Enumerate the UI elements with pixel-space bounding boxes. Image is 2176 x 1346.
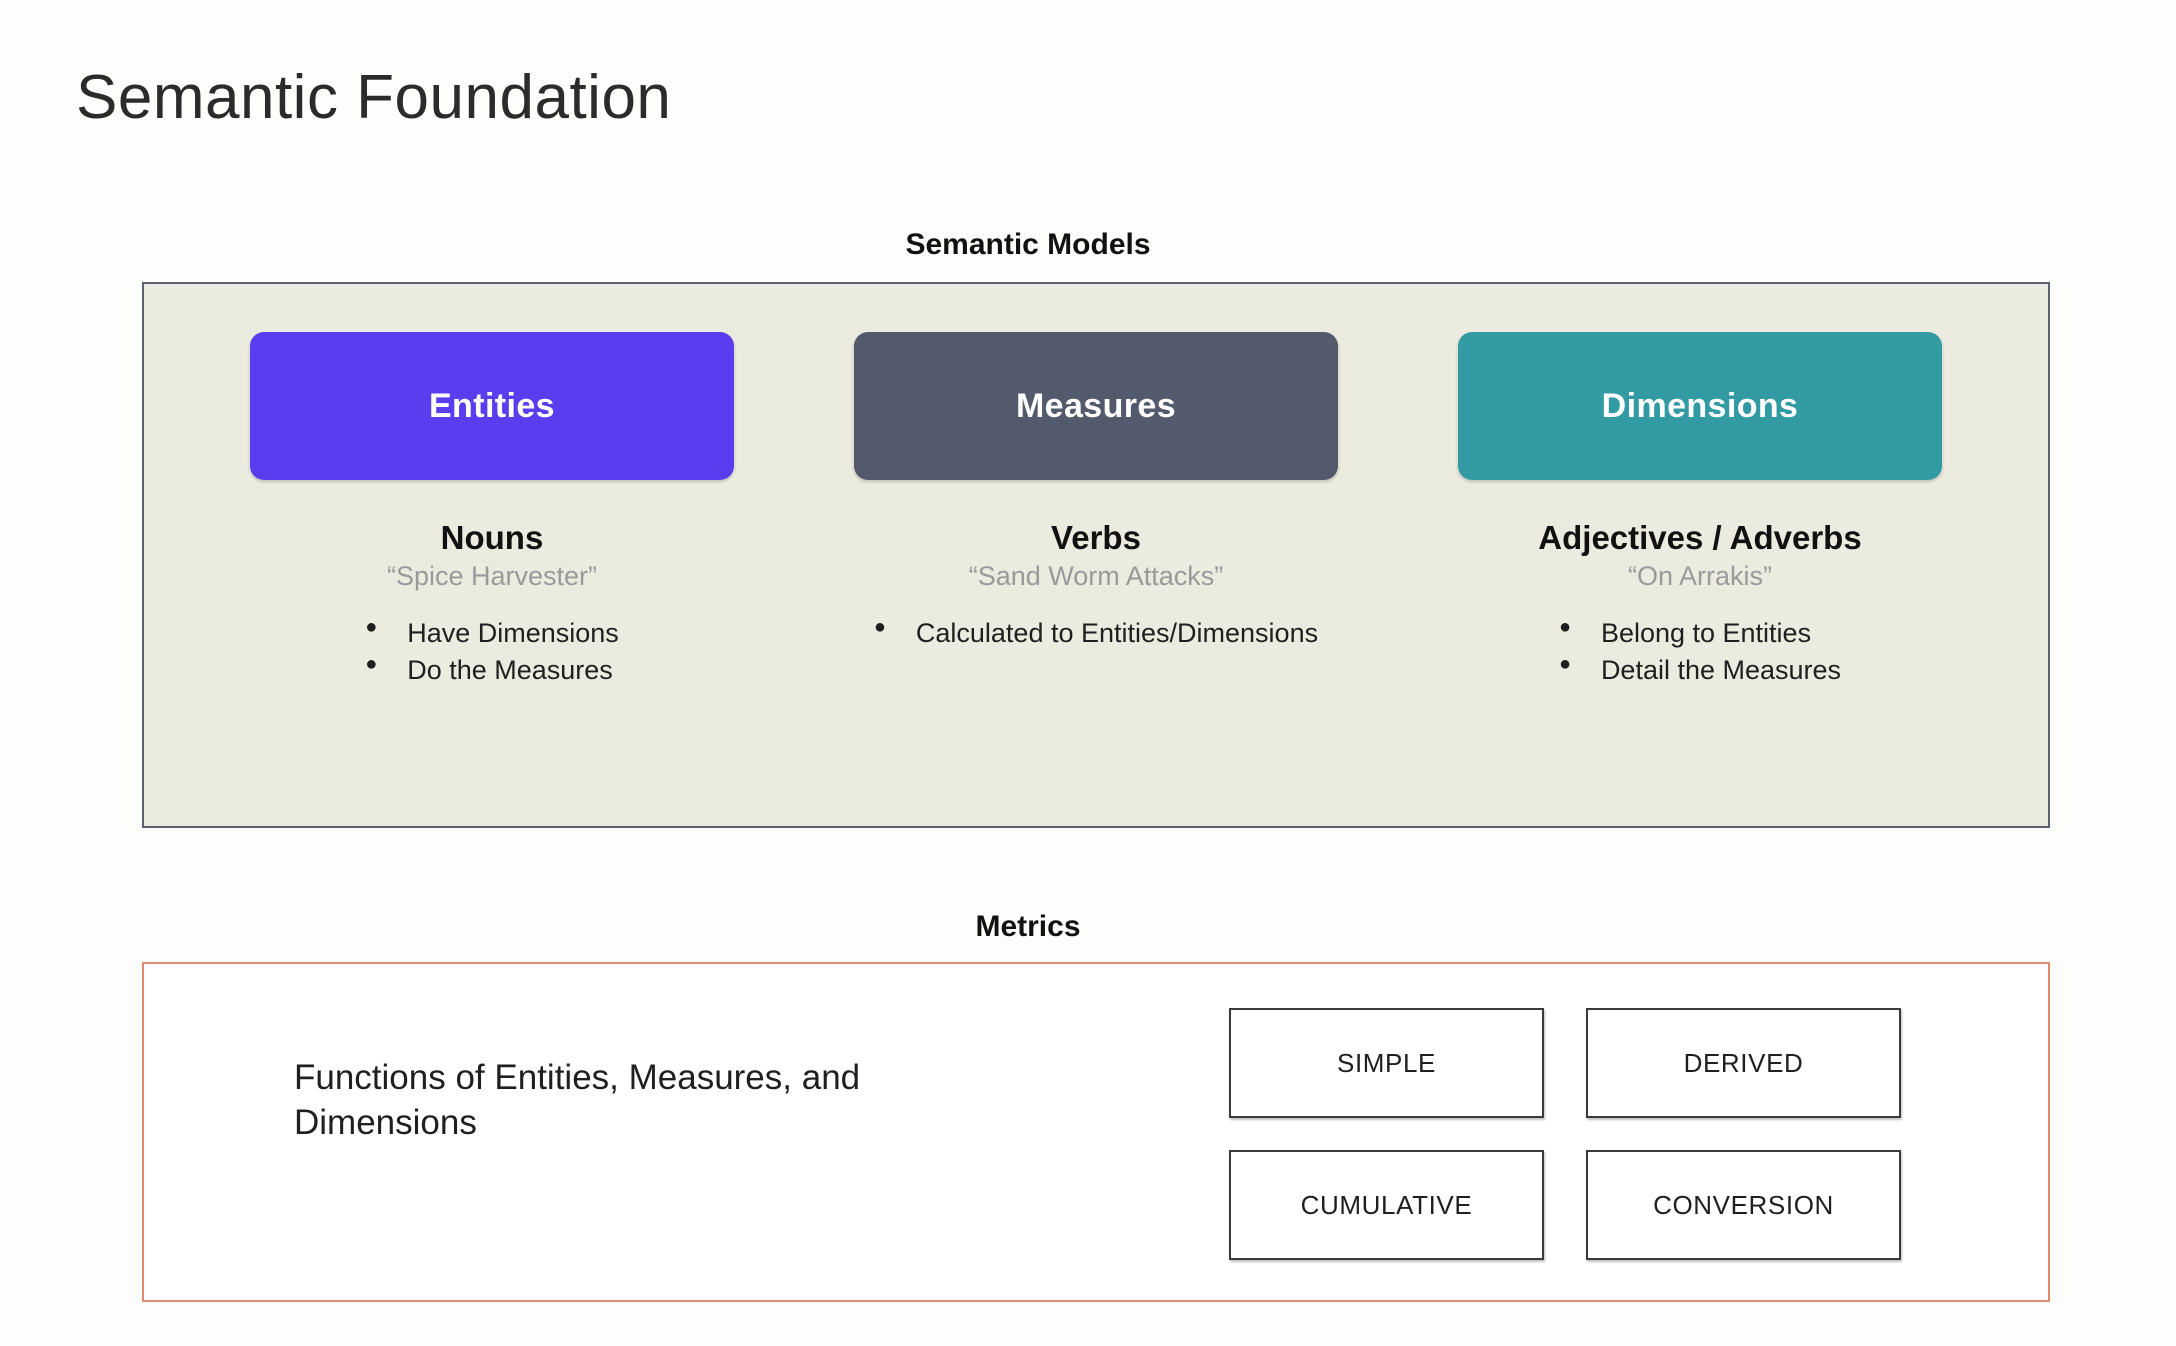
entities-example: “Spice Harvester” [386, 561, 598, 592]
semantic-models-heading-text: Semantic Models [905, 228, 1151, 261]
metrics-heading [0, 910, 2176, 944]
semantic-models-heading [0, 228, 2176, 262]
dimensions-example: “On Arrakis” [1627, 561, 1773, 592]
metrics-card-grid [1229, 1008, 1901, 1260]
metrics-heading-text: Metrics [975, 910, 1081, 943]
metrics-box [142, 962, 2050, 1302]
list-item: ● Detail the Measures [1559, 653, 1841, 688]
column-dimensions [1398, 332, 2002, 826]
metric-card-conversion[interactable]: CONVERSION [1586, 1150, 1901, 1260]
column-measures [794, 332, 1398, 826]
measures-part-of-speech: Verbs [1051, 519, 1141, 556]
list-item: ● Belong to Entities [1559, 616, 1841, 651]
entities-pill[interactable]: Entities [250, 332, 734, 480]
measures-example: “Sand Worm Attacks” [968, 561, 1224, 592]
metric-card-cumulative[interactable]: CUMULATIVE [1229, 1150, 1544, 1260]
dimensions-part-of-speech: Adjectives / Adverbs [1538, 519, 1862, 556]
measures-pill[interactable]: Measures [854, 332, 1338, 480]
entities-part-of-speech: Nouns [440, 519, 544, 556]
metric-card-derived[interactable]: DERIVED [1586, 1008, 1901, 1118]
dimensions-bullet-list [1559, 616, 1841, 689]
semantic-models-box [142, 282, 2050, 828]
list-item: ● Have Dimensions [365, 616, 619, 651]
dimensions-pill[interactable]: Dimensions [1458, 332, 1942, 480]
page-title: Semantic Foundation [76, 63, 672, 132]
entities-bullet-list [365, 616, 619, 689]
measures-bullet-list [874, 616, 1318, 653]
column-entities [190, 332, 794, 826]
list-item: ● Do the Measures [365, 653, 619, 688]
list-item: ● Calculated to Entities/Dimensions [874, 616, 1318, 651]
metric-card-simple[interactable]: SIMPLE [1229, 1008, 1544, 1118]
metrics-description: Functions of Entities, Measures, and Dimensions [294, 1058, 861, 1142]
semantic-models-columns [144, 284, 2048, 826]
